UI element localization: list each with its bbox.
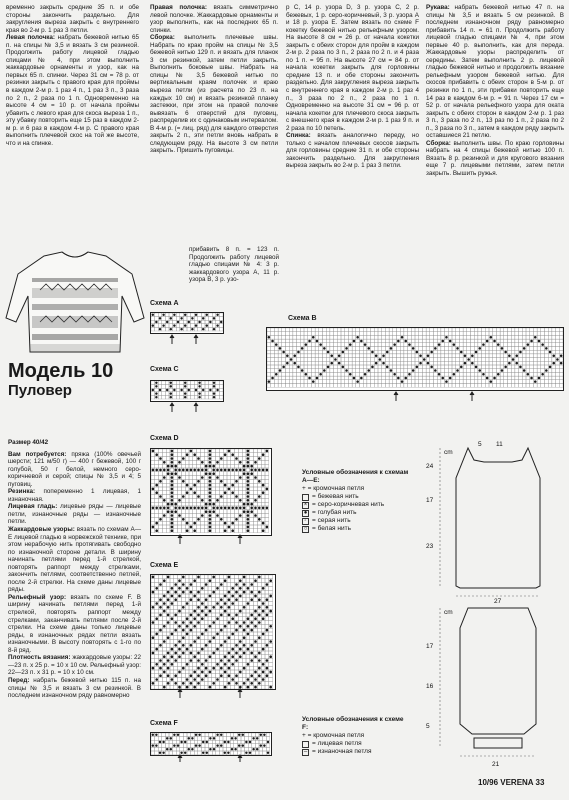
model-title: Модель 10 xyxy=(8,360,114,382)
gray-brown-cross-icon: × xyxy=(303,501,308,508)
scheme-b-label: Схема B xyxy=(288,315,317,322)
dim-label: 23 xyxy=(426,543,434,550)
paragraph: Рельефный узор: вязать по схеме F. В ширину начинать петлями перед 1-й стрелкой, повторять раппорт между стрелками, заканчивать петлями после 2-й стрелки. На схеме даны только лицевые ряды, в изнаночных рядах петли вязать изнаночными. В высоту повторять с 1-го по 8-й ряд. xyxy=(8,593,141,654)
paragraph: прибавить 8 п. = 123 п. Продолжить работу лицевой гладью спицами № 4: 3 р. жаккардового узора А, 11 р. узора В, 3 р. узо- xyxy=(189,246,279,284)
dim-label: cm xyxy=(444,609,453,616)
dim-label: 17 xyxy=(426,643,434,650)
model-subtitle: Пуловер xyxy=(8,382,72,399)
scheme-a-grid xyxy=(150,312,224,334)
paragraph: Плотность вязания: жаккардовые узоры: 22—23 п. х 25 р. = 10 х 10 см. Рельефный узор: 22—23 п. х 31 р. = 10 х 10 см. xyxy=(8,654,141,677)
scheme-c-label: Схема С xyxy=(150,366,179,373)
white-circle-icon: ○ xyxy=(303,525,308,532)
text-column-1 xyxy=(6,4,139,147)
dim-label: 27 xyxy=(494,598,502,605)
legend-title: Условные обозначения к схеме F: xyxy=(302,716,404,731)
scheme-a-label: Схема А xyxy=(150,300,179,307)
beige-swatch-icon xyxy=(302,494,309,501)
legend-title: Условные обозначения к схемам А—Е: xyxy=(302,469,409,484)
blue-dot-icon: ● xyxy=(303,509,308,516)
dim-label: 21 xyxy=(492,761,500,768)
dim-label: 16 xyxy=(426,683,434,690)
dim-label: 11 xyxy=(496,441,503,448)
legend-schemes-a-e xyxy=(302,469,410,533)
paragraph: Перед: набрать бежевой нитью 115 п. на спицы № 3,5 и вязать 3 см резинкой. В последнем изнаночном ряду равномерно xyxy=(8,676,141,700)
sweater-illustration xyxy=(4,248,146,356)
dim-label: 17 xyxy=(426,497,434,504)
text-column-6 xyxy=(8,439,141,700)
paragraph: Сборка: выполнить швы. По краю горловины набрать на 4 спицы бежевой нитью 100 п. Вязать 8 р. резинкой и для кругового вязания еще 7 р. лицевыми петлями, затем петли закрыть. Вышить ружья. xyxy=(426,139,564,178)
paragraph: Размер 40/42 xyxy=(8,439,49,446)
scheme-d-label: Схема D xyxy=(150,435,179,442)
scheme-b-arrows xyxy=(266,389,562,403)
purl-stitch-icon: – xyxy=(303,748,308,755)
legend-item: – = изнаночная петля xyxy=(303,748,372,755)
dim-label: 5 xyxy=(478,441,482,448)
legend-item: × = серо-коричневая нить xyxy=(303,501,385,508)
paragraph: р С, 14 р. узора D, 3 р. узора С, 2 р. бежевых, 1 р. серо-коричневый, 3 р. узора А и 18 р. узора Е. Затем вязать по схеме F кокетку бежевой нитью рельефным узором. На высоте 8 см = 26 р. от начала кокетки закрыть с обеих сторон для пройм в каждом 2-м р. 2 раза по 3 п., 2 раза по 2 п. и 4 раза по 1 п. = 95 п. На высоте 27 см = 84 р. от начала кокетки закрыть для горловины средние 13 п. и обе стороны закончить раздельно. Для закругления выреза закрыть с внутреннего края в каждом 2-м р. 1 раз 4 п., 3 раза по 2 п., 2 раза по 1 п. Одновременно на высоте 31 см = 96 р. от начала кокетки для плечевого скоса закрыть с внешнего края в каждом 2-м р. 1 раз 9 п. и 2 раза по 10 петель. xyxy=(286,4,419,132)
scheme-f-label: Схема F xyxy=(150,720,178,727)
legend-item: + = кромочная петля xyxy=(302,732,365,739)
legend-text: + = кромочная петля xyxy=(302,485,365,492)
paragraph: Правая полочка: вязать симметрично левой полочке. Жаккардовые орнаменты и узор выполнить, как на последних 65 п. спинки. xyxy=(150,4,278,34)
legend-item: ● = голубая нить xyxy=(303,509,357,516)
paragraph: Резинка: попеременно 1 лицевая, 1 изнаночная. xyxy=(8,488,141,503)
text-column-3 xyxy=(286,4,419,170)
page-footer: 10/96 VERENA 33 xyxy=(478,778,545,787)
paragraph: Рукава: набрать бежевой нитью 47 п. на спицы № 3,5 и вязать 5 см резинкой. В последнем изнаночном ряду равномерно прибавить 14 п. = 61 п. Продолжить работу лицевой гладью спицами № 4, при этом первые 40 р. выполнить, как для переда. Жаккардовые узоры распределить от середины. Затем выполнить 2 р. лицевой гладью бежевой нитью и продолжить вязание рельефным узором бежевой нитью. Для скосов прибавить с обеих сторон в 5-м р. от резинки по 1 п., эти прибавки повторить еще 14 раз в каждом 6-м р. = 91 п. Через 17 см = 52 р. от начала рельефного узора для оката закрыть с обеих сторон в каждом 2-м р. 1 раз 3 п., 3 раза по 2 п., 13 раз по 1 п., 2 раза по 2 п., 3 раза по 3 п., затем в каждом ряду закрыть оставшиеся 21 петлю. xyxy=(426,4,564,140)
pattern-diagrams xyxy=(420,438,568,778)
paragraph: Левая полочка: набрать бежевой нитью 65 п. на спицы № 3,5 и вязать 3 см резинкой. Продолжить работу лицевой гладью спицами № 4, при этом выполнить жаккардовые орнаменты и узор, как на первых 65 п. спинки. Через 31 см = 78 р. от резинки закрыть с правого края для проймы в каждом 2-м р. 1 раз 4 п., 1 раз 3 п., 3 раза по 2 п., 2 раза по 1 п. Одновременно на высоте 4 см = 10 р. от начала проймы убавить с левого края для скоса выреза 1 п., эту убавку повторить еще 15 раз в каждом 2-м р. и 6 раз в каждом 4-м р. С правого края выполнить плечевой скос на той же высоте, что и на спинке. xyxy=(6,34,139,147)
dim-label: 24 xyxy=(426,463,434,470)
legend-item: = бежевая нить xyxy=(302,493,410,501)
grid-arrows xyxy=(150,332,280,762)
legend-item: ◦ = серая нить xyxy=(302,517,410,525)
knit-stitch-icon xyxy=(302,741,309,748)
dim-label: 5 xyxy=(426,723,430,730)
text-column-4 xyxy=(426,4,564,178)
paragraph: Сборка: выполнить плечевые швы. Набрать по краю пройм на спицы № 3,5 бежевой нитью 129 п. и вязать для планок 3 см резинкой, затем петли закрыть. Выполнить боковые швы. Набрать на спицы № 3,5 бежевой нитью по вертикальным краям полочек и краю выреза петли (из расчета по 23 п. на каждых 10 см) и вязать резинкой планку застежки, при этом на правой полочке вывязать 6 отверстий для пуговиц, распределив их с одинаковым интервалом. В 4-м р. (= лиц. ряд) для каждого отверстия закрыть 2 п., эти петли вновь набрать в следующем ряду. На высоте 3 см петли закрыть. Пришить пуговицы. xyxy=(150,34,278,155)
legend-scheme-f xyxy=(302,716,410,756)
paragraph: Спинка: вязать аналогично переду, но только с началом плечевых скосов закрыть для горловины средние 31 п. и обе стороны закончить раздельно. Для закругления выреза закрыть во 2-м р. 1 раз 3 петли. xyxy=(286,132,419,170)
paragraph: временно закрыть средние 35 п. и обе стороны закончить раздельно. Для закругления выреза закрыть с внутреннего края во 2-м р. 1 раз 3 петли. xyxy=(6,4,139,34)
legend-item: ○ = белая нить xyxy=(303,525,351,532)
scheme-b-grid xyxy=(266,327,564,391)
text-column-2 xyxy=(150,4,278,155)
paragraph: Жаккардовые узоры: вязать по схемам А—Е лицевой гладью в норвежской технике, при этом нерабочую нить протягивать свободно по изнаночной стороне детали. В ширину начинать петлями перед 1-й стрелкой, повторять раппорт между стрелками, закончить петлями, соответственно петлей, после 2-й стрелки. На схеме даны лицевые ряды. xyxy=(8,526,141,594)
paragraph: Лицевая гладь: лицевые ряды — лицевые петли, изнаночные ряды — изнаночные петли. xyxy=(8,503,141,526)
scheme-e-label: Схема E xyxy=(150,562,179,569)
text-column-5 xyxy=(189,246,279,284)
dim-label: cm xyxy=(444,449,453,456)
legend-item: = лицевая петля xyxy=(302,740,410,748)
gray-circle-icon: ◦ xyxy=(302,518,309,525)
legend-item xyxy=(302,485,410,493)
paragraph: Вам потребуется: пряжа (100% овечьей шерсти; 121 м/50 г) — 400 г бежевой, 100 г голубой, 50 г белой, немного серо-коричневой и серой; спицы № 3,5 и 4; 5 пуговиц. xyxy=(8,450,141,488)
